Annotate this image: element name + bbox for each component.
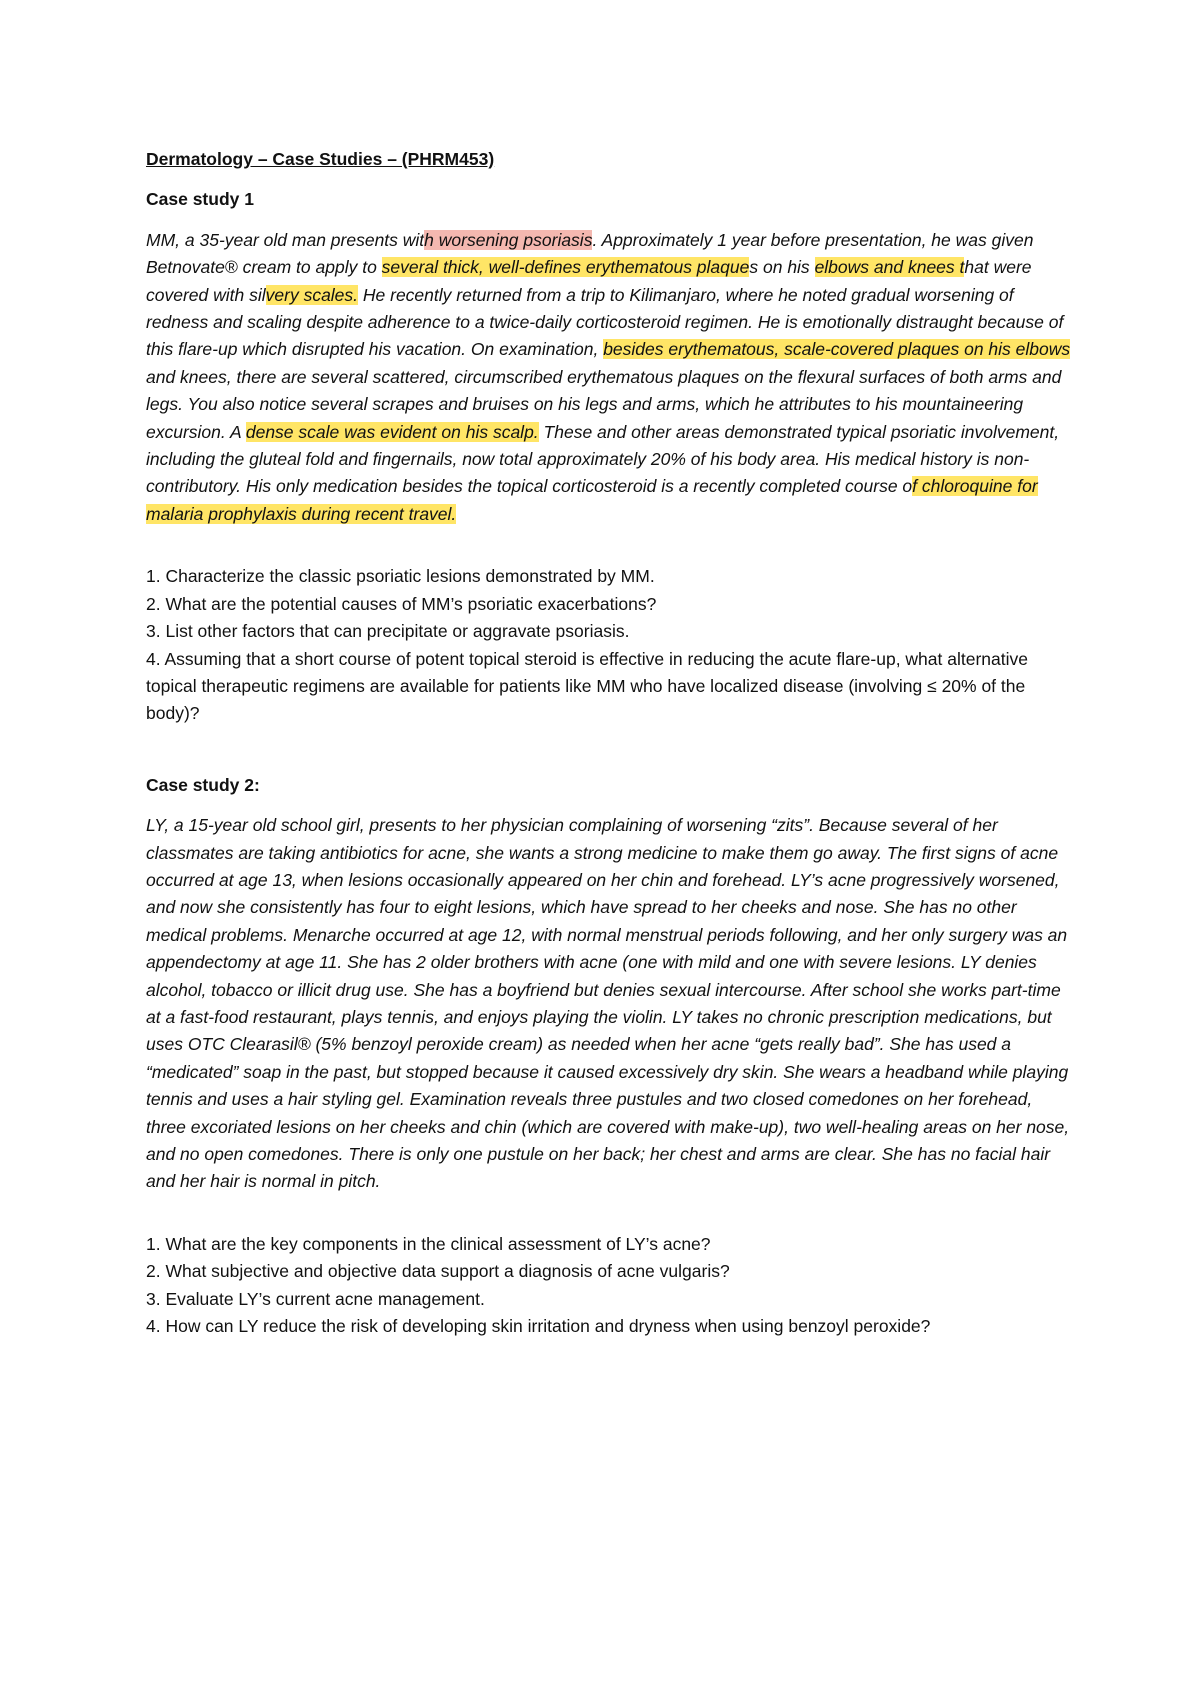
question-item: 4. Assuming that a short course of potent topical steroid is effective in reducing the acute flare-up, what alternative topical therapeutic regimens are available for patients like MM who have localized disease (involving ≤ 20% of the body)? <box>146 648 1028 724</box>
case-study-2-heading: Case study 2: <box>146 774 260 795</box>
spacer <box>146 528 1076 563</box>
case-study-1-heading: Case study 1 <box>146 189 254 210</box>
highlight-yellow: very scales. <box>265 284 359 305</box>
case-study-1-paragraph <box>146 227 1076 528</box>
spacer <box>146 1196 1076 1231</box>
spacer <box>146 728 1076 772</box>
document-title: Dermatology – Case Studies – (PHRM453) <box>146 149 495 169</box>
text-run: . Approximately 1 year before presentation, he was given Betnovate® cream to apply to <box>146 229 1034 278</box>
text-run: s on his <box>749 257 815 278</box>
question-item: 1. Characterize the classic psoriatic lesions demonstrated by MM. <box>146 566 655 587</box>
question-item: 2. What subjective and objective data support a diagnosis of acne vulgaris? <box>146 1261 730 1282</box>
case-study-2-paragraph: LY, a 15-year old school girl, presents to her physician complaining of worsening “zits”. Because several of her classmates are taking antibiotics for acne, she wants a strong medicine to make them go away. The first signs of acne occurred at age 13, when lesions occasionally appeared on her chin and forehead. LY’s acne progressively worsened, and now she consistently has four to eight lesions, which have spread to her cheeks and nose. She has no other medical problems. Menarche occurred at age 12, with normal menstrual periods following, and her only surgery was an appendectomy at age 11. She has 2 older brothers with acne (one with mild and one with severe lesions. LY denies alcohol, tobacco or illicit drug use. She has a boyfriend but denies sexual intercourse. After school she works part-time at a fast-food restaurant, plays tennis, and enjoys playing the violin. LY takes no chronic prescription medications, but uses OTC Clearasil® (5% benzoyl peroxide cream) as needed when her acne “gets really bad”. She has used a “medicated” soap in the past, but stopped because it caused excessively dry skin. She wears a headband while playing tennis and uses a hair styling gel. Examination reveals three pustules and two closed comedones on her forehead, three excoriated lesions on her cheeks and chin (which are covered with make-up), two well-healing areas on her nose, and no open comedones. There is only one pustule on her back; her chest and arms are clear. She has no facial hair and her hair is normal in pitch. <box>146 815 1070 1192</box>
case-study-2-questions <box>146 1231 1076 1341</box>
highlight-yellow: several thick, well-defines erythematous plaque <box>381 257 750 278</box>
question-item: 3. Evaluate LY’s current acne management. <box>146 1288 485 1309</box>
text-run: hat were covered with sil <box>146 257 1032 305</box>
text-run: and knees, there are several scattered, circumscribed erythematous plaques on the flexural surfaces of both arms and legs. You also notice several scrapes and bruises on his legs and arms, which he attributes to his mountaineering excursion. A <box>146 366 1062 442</box>
highlight-yellow: elbows and knees t <box>814 257 965 278</box>
highlight-red: h worsening psoriasis <box>424 229 593 250</box>
question-item: 4. How can LY reduce the risk of developing skin irritation and dryness when using benzoyl peroxide? <box>146 1316 931 1337</box>
case-study-1-questions <box>146 563 1076 727</box>
highlight-yellow: f chloroquine for malaria prophylaxis during recent travel. <box>146 476 1038 524</box>
text-run: MM, a 35-year old man presents wit <box>146 229 425 250</box>
highlight-yellow: dense scale was evident on his scalp. <box>245 421 539 442</box>
question-item: 1. What are the key components in the clinical assessment of LY’s acne? <box>146 1233 711 1254</box>
text-run: These and other areas demonstrated typical psoriatic involvement, including the gluteal fold and fingernails, now total approximately 20% of his body area. His medical history is non-contributory. His only medication besides the topical corticosteroid is a recently completed course o <box>146 421 1060 497</box>
highlight-yellow: besides erythematous, scale-covered plaques on his elbows <box>603 339 1071 360</box>
question-item: 3. List other factors that can precipitate or aggravate psoriasis. <box>146 621 630 642</box>
document-body <box>146 146 1076 1340</box>
question-item: 2. What are the potential causes of MM’s psoriatic exacerbations? <box>146 593 657 614</box>
text-run: He recently returned from a trip to Kilimanjaro, where he noted gradual worsening of redness and scaling despite adherence to a twice-daily corticosteroid regimen. He is emotionally distraught because of this flare-up which disrupted his vacation. On examination, <box>146 284 1064 360</box>
